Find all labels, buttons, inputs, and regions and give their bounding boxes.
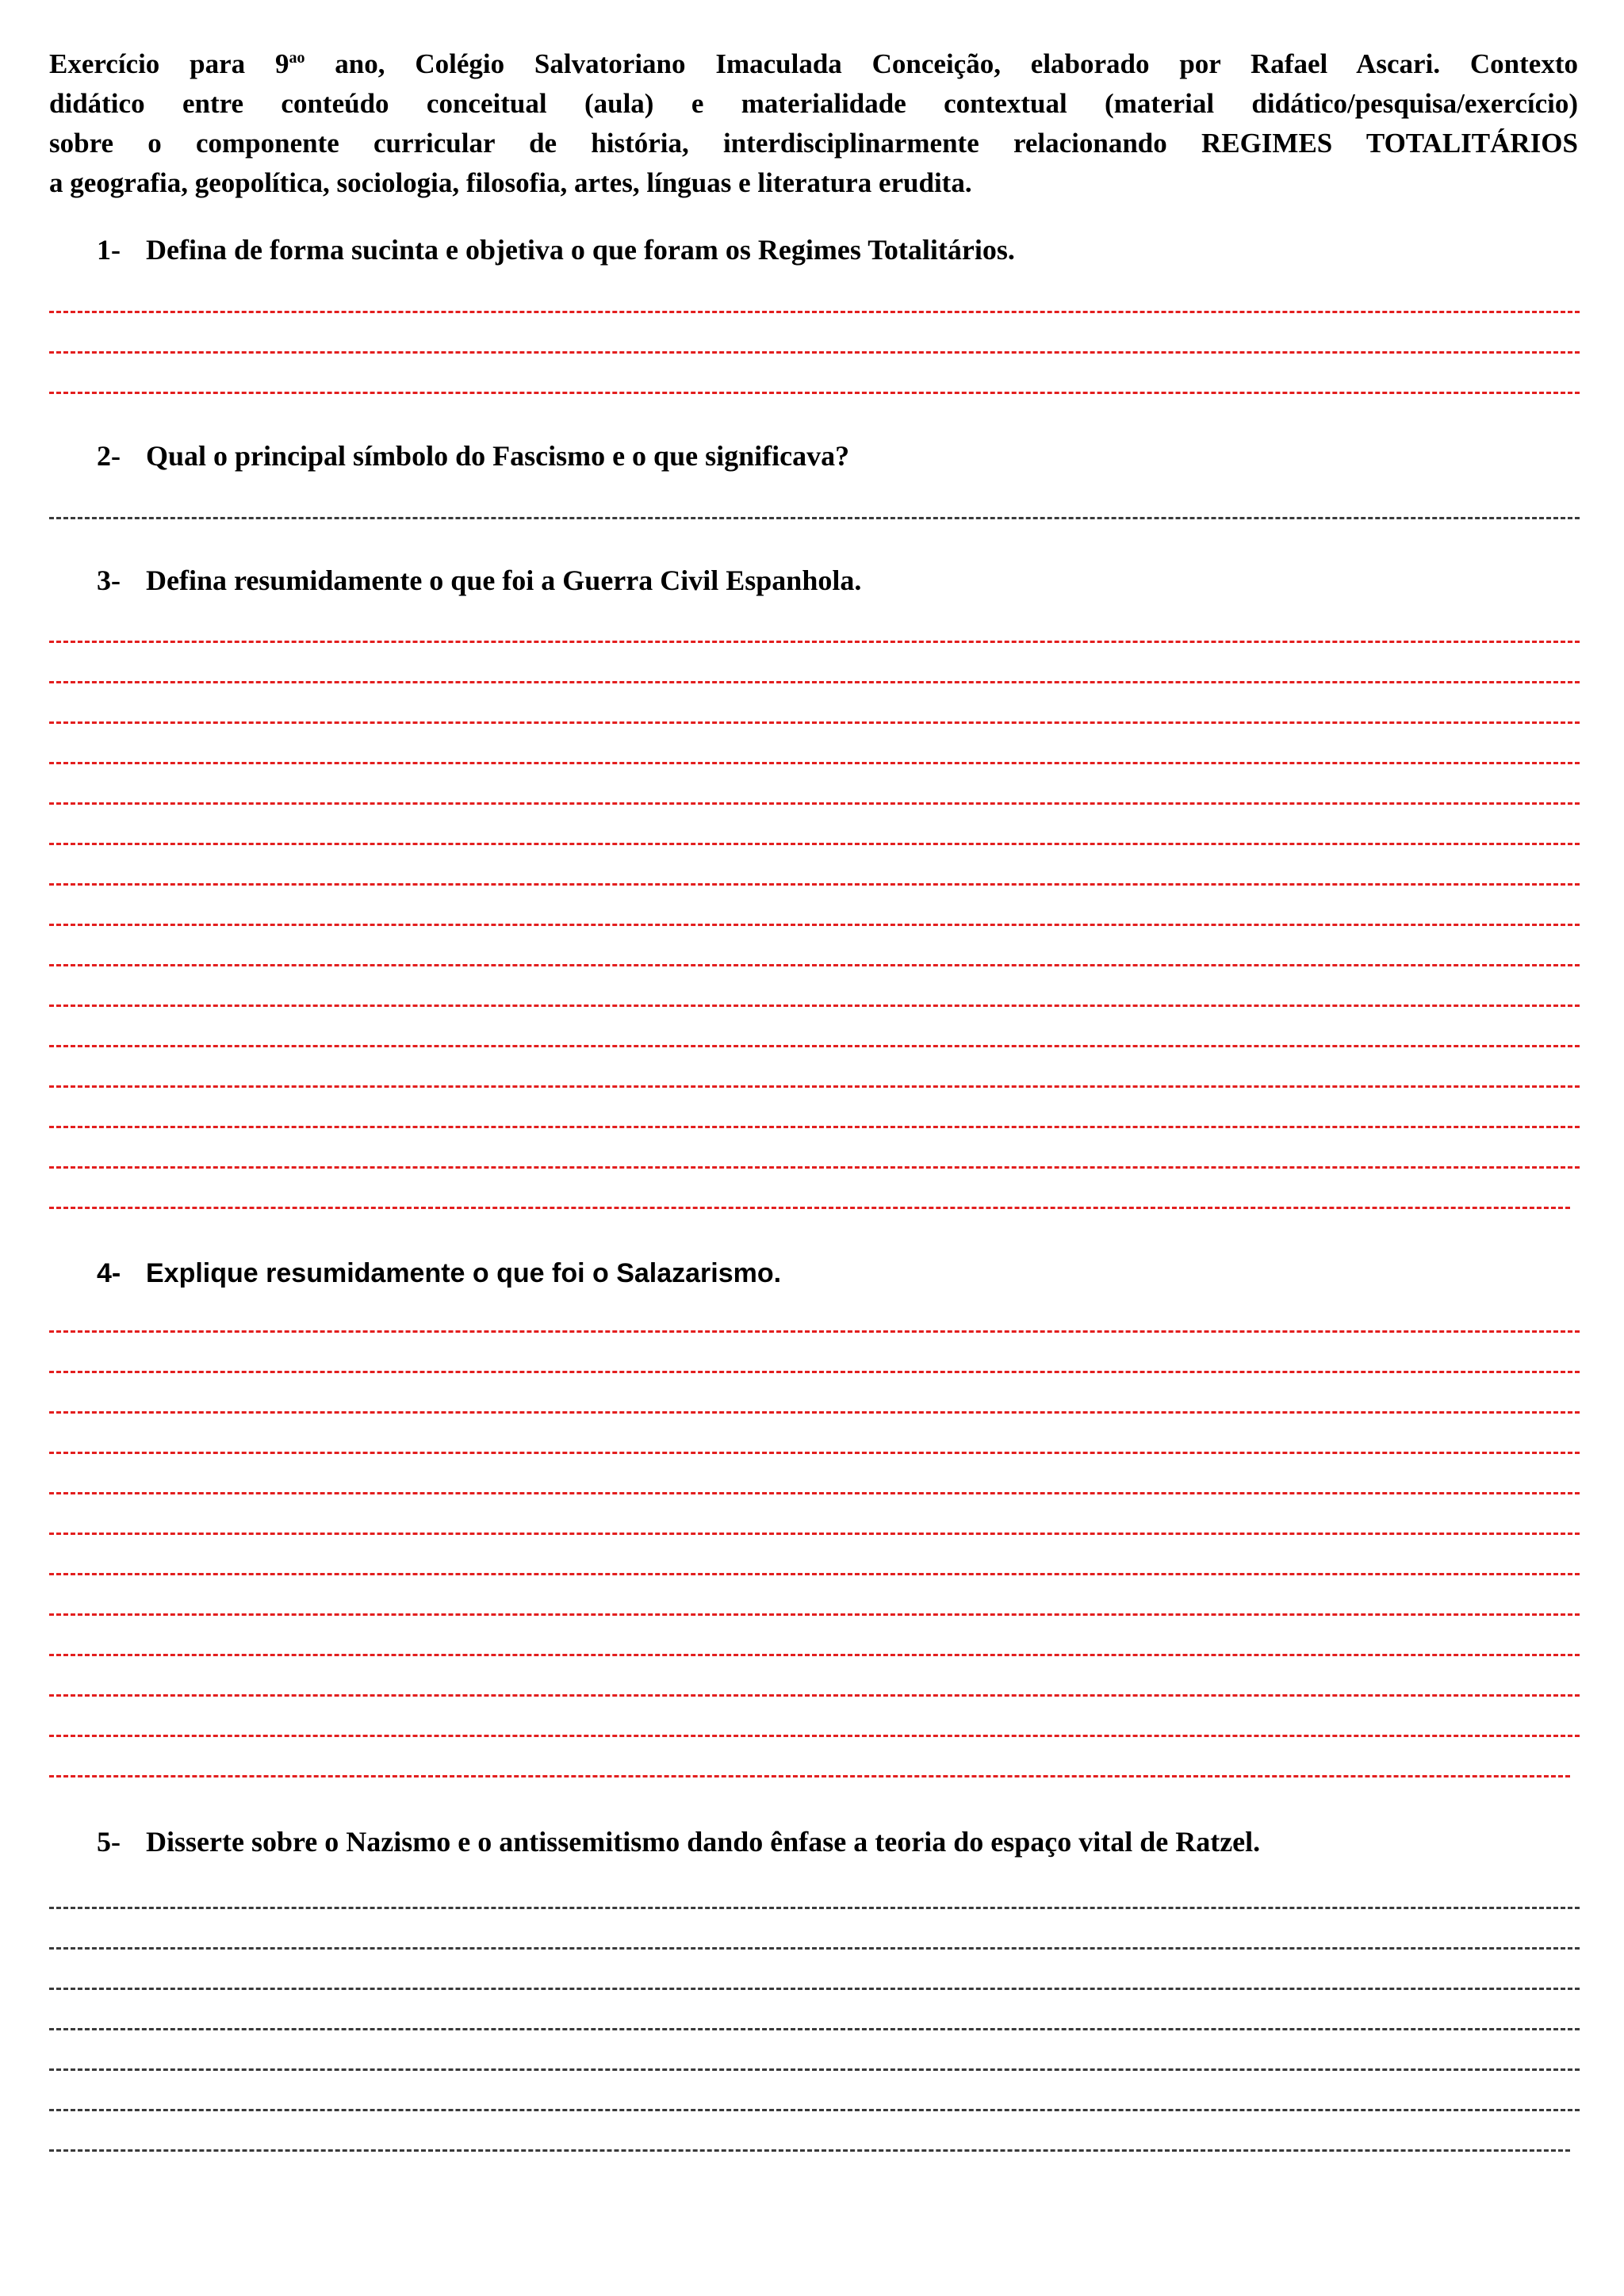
answer-line[interactable] xyxy=(49,517,1580,519)
answer-line[interactable] xyxy=(49,964,1580,966)
question-5 xyxy=(97,1823,1260,1860)
question-number: 2- xyxy=(97,440,121,472)
answer-line[interactable] xyxy=(49,1166,1580,1169)
answer-line[interactable] xyxy=(49,1492,1580,1494)
answer-line[interactable] xyxy=(49,924,1580,926)
intro-line-1 xyxy=(49,44,1578,84)
answer-line[interactable] xyxy=(49,843,1580,845)
answer-line[interactable] xyxy=(49,1947,1580,1950)
intro-text: Exercício para 9 xyxy=(49,48,289,79)
answer-line[interactable] xyxy=(49,1907,1580,1909)
answer-line[interactable] xyxy=(49,641,1580,643)
answer-line[interactable] xyxy=(49,311,1580,313)
answer-line[interactable] xyxy=(49,1775,1570,1777)
question-text: Defina resumidamente o que foi a Guerra Civil Espanhola. xyxy=(146,564,862,596)
question-text: Explique resumidamente o que foi o Salazarismo. xyxy=(146,1258,782,1288)
answer-line[interactable] xyxy=(49,1735,1580,1737)
answer-line[interactable] xyxy=(49,1654,1580,1656)
question-number: 1- xyxy=(97,234,121,266)
answer-line[interactable] xyxy=(49,721,1580,724)
answer-line[interactable] xyxy=(49,1533,1580,1535)
answer-line[interactable] xyxy=(49,1004,1580,1007)
question-text: Disserte sobre o Nazismo e o antissemitismo dando ênfase a teoria do espaço vital de Ratzel. xyxy=(146,1826,1261,1858)
question-1 xyxy=(97,232,1015,268)
intro-line-2: didático entre conteúdo conceitual (aula) e materialidade contextual (material didático/pesquisa/exercício) xyxy=(49,88,1578,119)
answer-line[interactable] xyxy=(49,762,1580,764)
question-2 xyxy=(97,438,849,474)
answer-line[interactable] xyxy=(49,1988,1580,1990)
answer-line[interactable] xyxy=(49,1045,1580,1047)
answer-line[interactable] xyxy=(49,2028,1580,2030)
answer-line[interactable] xyxy=(49,802,1580,805)
ordinal-superscript: ao xyxy=(289,49,305,67)
intro-line-3: sobre o componente curricular de história, interdisciplinarmente relacionando REGIMES TOTALITÁRIOS xyxy=(49,128,1578,159)
answer-line[interactable] xyxy=(49,2068,1580,2071)
intro-line-4: a geografia, geopolítica, sociologia, filosofia, artes, línguas e literatura erudita. xyxy=(49,167,972,198)
question-text: Defina de forma sucinta e objetiva o que foram os Regimes Totalitários. xyxy=(146,234,1015,266)
answer-line[interactable] xyxy=(49,1613,1580,1616)
answer-line[interactable] xyxy=(49,1207,1570,1209)
answer-line[interactable] xyxy=(49,1371,1580,1373)
answer-line[interactable] xyxy=(49,392,1580,394)
answer-line[interactable] xyxy=(49,1126,1580,1128)
answer-line[interactable] xyxy=(49,883,1580,886)
answer-line[interactable] xyxy=(49,681,1580,683)
answer-line[interactable] xyxy=(49,1330,1580,1333)
answer-line[interactable] xyxy=(49,351,1580,354)
answer-line[interactable] xyxy=(49,2149,1570,2152)
answer-line[interactable] xyxy=(49,1085,1580,1088)
question-number: 3- xyxy=(97,564,121,596)
question-number: 5- xyxy=(97,1826,121,1858)
answer-line[interactable] xyxy=(49,2109,1580,2111)
worksheet-intro xyxy=(49,44,1578,203)
intro-text: ano, Colégio Salvatoriano Imaculada Conceição, elaborado por Rafael Ascari. Contexto xyxy=(304,48,1578,79)
answer-line[interactable] xyxy=(49,1694,1580,1697)
question-3 xyxy=(97,562,861,599)
question-number: 4- xyxy=(97,1258,121,1288)
answer-line[interactable] xyxy=(49,1452,1580,1454)
answer-line[interactable] xyxy=(49,1573,1580,1575)
question-4 xyxy=(97,1255,781,1292)
answer-line[interactable] xyxy=(49,1411,1580,1414)
question-text: Qual o principal símbolo do Fascismo e o que significava? xyxy=(146,440,850,472)
